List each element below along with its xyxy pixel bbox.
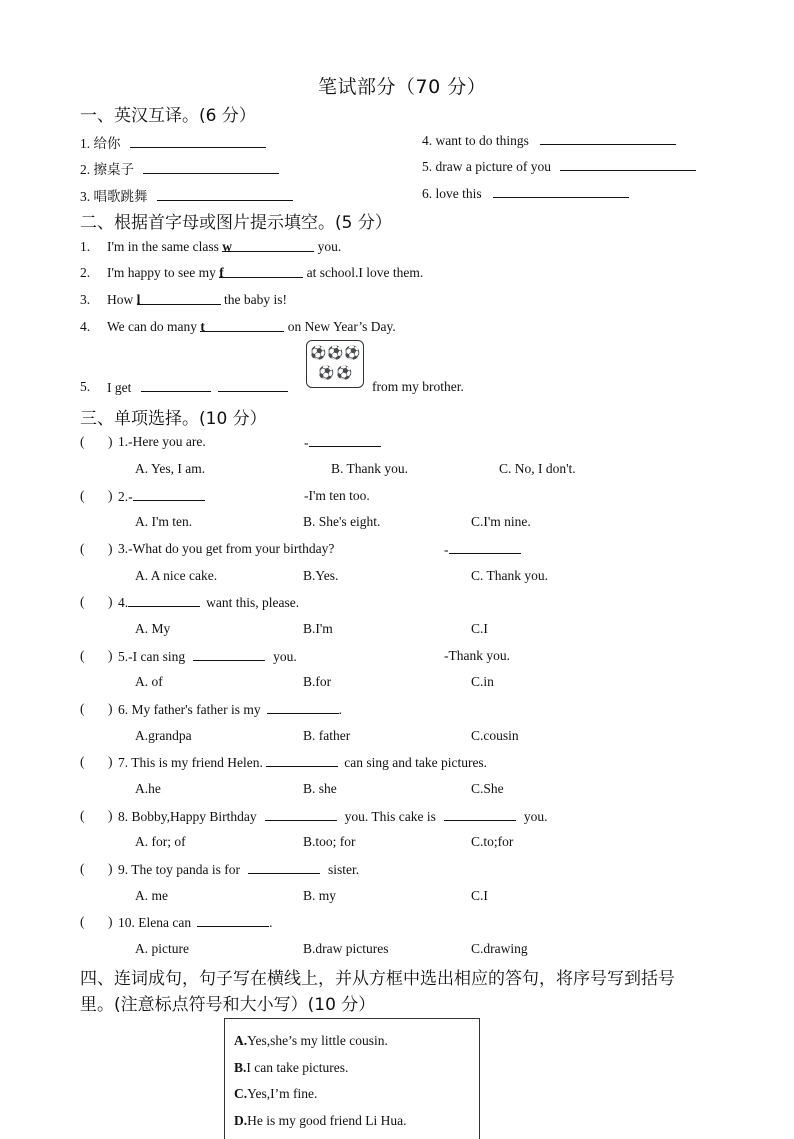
question-5: 5.-I can sing you.	[118, 649, 297, 664]
option-b[interactable]: B.draw pictures	[303, 941, 389, 956]
question-10: 10. Elena can .	[118, 915, 273, 930]
answer-blank[interactable]	[130, 135, 266, 148]
option-b[interactable]: B. Thank you.	[331, 461, 408, 476]
option-b[interactable]: B.Yes.	[303, 568, 339, 583]
answer-blank[interactable]	[309, 434, 381, 447]
option-b[interactable]: B.too; for	[303, 834, 356, 849]
option-c[interactable]: C. No, I don't.	[499, 461, 576, 476]
s2-item-2-number: 2.	[80, 265, 91, 280]
answer-option-a: A.Yes,she’s my little cousin.	[234, 1033, 388, 1048]
option-a[interactable]: A. Yes, I am.	[135, 461, 206, 476]
s1-item-3: 3. 唱歌跳舞	[80, 185, 293, 205]
answer-paren-open: (	[80, 701, 85, 716]
option-a[interactable]: A.he	[135, 781, 161, 796]
s1-item-4: 4. want to do things	[422, 132, 676, 149]
s1-item-1: 1. 给你	[80, 132, 266, 152]
option-c[interactable]: C.I'm nine.	[471, 514, 531, 529]
option-a[interactable]: A.grandpa	[135, 728, 192, 743]
option-c[interactable]: C.in	[471, 674, 494, 689]
answer-paren-close: )	[108, 434, 113, 449]
option-a[interactable]: A. A nice cake.	[135, 568, 218, 583]
question-1-reply: -	[304, 434, 381, 451]
answer-option-b: B.I can take pictures.	[234, 1060, 349, 1075]
option-c[interactable]: C.to;for	[471, 834, 514, 849]
question-6: 6. My father's father is my .	[118, 702, 343, 717]
answer-paren-close: )	[108, 808, 113, 823]
option-a[interactable]: A. of	[135, 674, 163, 689]
s2-item-4-number: 4.	[80, 319, 91, 334]
answer-blank[interactable]: w	[222, 239, 314, 252]
option-c[interactable]: C.I	[471, 621, 488, 636]
answer-paren-open: (	[80, 648, 85, 663]
s2-item-1: I'm in the same class w you.	[107, 239, 342, 254]
answer-paren-close: )	[108, 754, 113, 769]
answer-paren-close: )	[108, 701, 113, 716]
s1-item-5: 5. draw a picture of you	[422, 158, 696, 175]
answer-paren-open: (	[80, 488, 85, 503]
answer-paren-open: (	[80, 754, 85, 769]
question-5-reply: -Thank you.	[444, 648, 510, 663]
answer-blank[interactable]	[143, 161, 279, 174]
question-3-reply: -	[444, 541, 521, 558]
answer-blank[interactable]	[141, 379, 211, 392]
answer-blank[interactable]	[157, 188, 293, 201]
answer-blank[interactable]	[128, 594, 200, 607]
s2-item-1-number: 1.	[80, 239, 91, 254]
question-2: 2.-	[118, 488, 205, 505]
question-2-reply: -I'm ten too.	[304, 488, 370, 503]
option-b[interactable]: B. father	[303, 728, 351, 743]
section-1-heading: 一、英汉互译。(6 分）	[80, 106, 256, 126]
answer-paren-open: (	[80, 914, 85, 929]
s1-item-2: 2. 擦桌子	[80, 158, 279, 178]
option-c[interactable]: C. Thank you.	[471, 568, 548, 583]
s2-item-2: I'm happy to see my f at school.I love them.	[107, 265, 424, 280]
answer-blank[interactable]	[193, 648, 265, 661]
answer-paren-open: (	[80, 541, 85, 556]
option-a[interactable]: A. for; of	[135, 834, 186, 849]
option-a[interactable]: A. me	[135, 888, 168, 903]
option-b[interactable]: B.for	[303, 674, 332, 689]
answer-paren-close: )	[108, 488, 113, 503]
answer-options-box	[224, 1018, 480, 1139]
answer-paren-open: (	[80, 808, 85, 823]
option-c[interactable]: C.She	[471, 781, 504, 796]
answer-blank[interactable]	[133, 488, 205, 501]
answer-paren-close: )	[108, 541, 113, 556]
soccer-ball-icon: ⚽	[310, 346, 327, 361]
question-4: 4. want this, please.	[118, 595, 300, 610]
s1-item-6: 6. love this	[422, 185, 629, 202]
answer-paren-close: )	[108, 861, 113, 876]
question-3: 3.-What do you get from your birthday?	[118, 541, 335, 556]
answer-blank[interactable]	[540, 132, 676, 145]
answer-blank[interactable]	[266, 754, 338, 767]
soccer-ball-icon: ⚽	[327, 346, 344, 361]
option-a[interactable]: A. I'm ten.	[135, 514, 193, 529]
soccer-ball-icon: ⚽	[336, 366, 353, 381]
option-a[interactable]: A. My	[135, 621, 171, 636]
s2-item-5-end: from my brother.	[372, 379, 464, 394]
answer-blank[interactable]	[560, 158, 696, 171]
page-title: 笔试部分（70 分）	[318, 76, 487, 98]
soccer-ball-icon: ⚽	[344, 346, 361, 361]
answer-paren-open: (	[80, 594, 85, 609]
s2-item-3: How l the baby is!	[107, 292, 287, 307]
section-4-heading: 四、连词成句，句子写在横线上，并从方框中选出相应的答句，将序号写到括号	[80, 969, 675, 989]
section-3-heading: 三、单项选择。(10 分）	[80, 409, 267, 429]
answer-blank[interactable]: f	[219, 265, 303, 278]
s2-item-4: We can do many t on New Year’s Day.	[107, 319, 396, 334]
section-4-heading-cont: 里。(注意标点符号和大小写）(10 分）	[80, 995, 376, 1015]
answer-paren-open: (	[80, 861, 85, 876]
option-b[interactable]: B. my	[303, 888, 337, 903]
answer-blank[interactable]	[493, 185, 629, 198]
s2-item-5-number: 5.	[80, 379, 91, 394]
answer-blank[interactable]: l	[137, 292, 221, 305]
option-c[interactable]: C.cousin	[471, 728, 519, 743]
answer-paren-close: )	[108, 594, 113, 609]
question-8: 8. Bobby,Happy Birthday you. This cake is you.	[118, 809, 548, 824]
answer-blank[interactable]	[197, 914, 269, 927]
answer-paren-open: (	[80, 434, 85, 449]
answer-paren-close: )	[108, 914, 113, 929]
answer-blank[interactable]	[444, 808, 516, 821]
option-a[interactable]: A. picture	[135, 941, 189, 956]
answer-blank[interactable]	[218, 379, 288, 392]
soccer-balls-picture	[306, 340, 364, 388]
answer-blank[interactable]	[267, 701, 339, 714]
section-2-heading: 二、根据首字母或图片提示填空。(5 分）	[80, 213, 392, 233]
answer-option-d: D.He is my good friend Li Hua.	[234, 1113, 407, 1128]
answer-blank[interactable]	[449, 541, 521, 554]
option-b[interactable]: B.I'm	[303, 621, 333, 636]
option-c[interactable]: C.drawing	[471, 941, 528, 956]
option-b[interactable]: B. she	[303, 781, 337, 796]
soccer-ball-icon: ⚽	[318, 366, 335, 381]
option-b[interactable]: B. She's eight.	[303, 514, 381, 529]
answer-blank[interactable]: t	[200, 319, 284, 332]
question-1: 1.-Here you are.	[118, 434, 206, 449]
answer-blank[interactable]	[265, 808, 337, 821]
answer-option-c: C.Yes,I’m fine.	[234, 1086, 318, 1101]
answer-paren-close: )	[108, 648, 113, 663]
answer-blank[interactable]	[248, 861, 320, 874]
s2-item-3-number: 3.	[80, 292, 91, 307]
option-c[interactable]: C.I	[471, 888, 488, 903]
question-7: 7. This is my friend Helen. can sing and take pictures.	[118, 755, 488, 770]
question-9: 9. The toy panda is for sister.	[118, 862, 360, 877]
s2-item-5: I get	[107, 379, 288, 396]
